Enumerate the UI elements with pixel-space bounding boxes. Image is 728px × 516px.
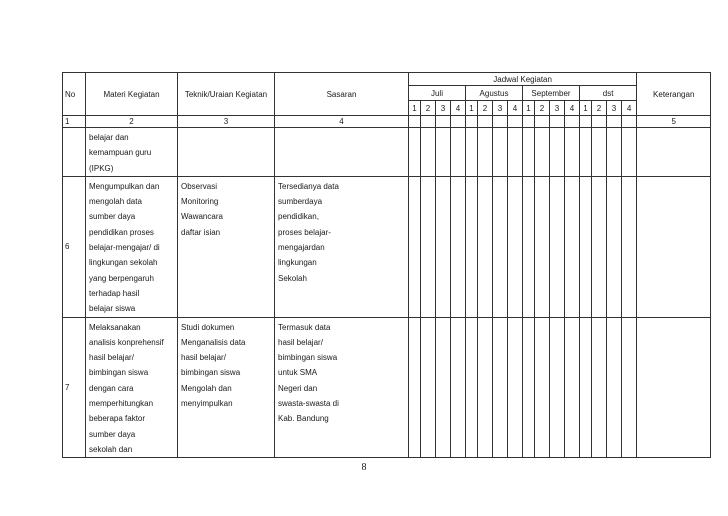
materi-line: hasil belajar/ xyxy=(89,353,134,363)
header-month-agustus: Agustus xyxy=(466,86,523,101)
header-no: No xyxy=(63,73,86,116)
cell-materi xyxy=(86,128,178,177)
cell-keterangan xyxy=(637,317,711,458)
schedule-cell xyxy=(607,317,622,458)
schedule-cell xyxy=(622,128,637,177)
table-row xyxy=(63,128,711,177)
sasaran-line: Kab. Bandung xyxy=(278,414,329,424)
header-week-2-1: 1 xyxy=(466,101,478,116)
materi-line: kemampuan guru xyxy=(89,148,152,158)
header-jadwal-kegiatan: Jadwal Kegiatan xyxy=(409,73,637,86)
week-cell xyxy=(535,116,550,128)
materi-line: pendidikan proses xyxy=(89,227,154,237)
sasaran-line: Sekolah xyxy=(278,273,307,283)
header-week-4-4: 4 xyxy=(622,101,637,116)
week-cell xyxy=(436,116,451,128)
teknik-line: Observasi xyxy=(181,181,218,191)
teknik-line: Studi dokumen xyxy=(181,322,235,332)
week-cell xyxy=(550,116,565,128)
materi-line: belajar dan xyxy=(89,133,129,142)
schedule-cell xyxy=(493,317,508,458)
header-week-2-2: 2 xyxy=(478,101,493,116)
schedule-cell xyxy=(565,128,580,177)
materi-line: belajar-mengajar/ di xyxy=(89,243,160,253)
header-week-1-4: 4 xyxy=(451,101,466,116)
schedule-cell xyxy=(421,317,436,458)
sasaran-line: Termasuk data xyxy=(278,322,331,332)
teknik-line: menyimpulkan xyxy=(181,399,233,409)
week-cell xyxy=(565,116,580,128)
sasaran-line: proses belajar- xyxy=(278,227,331,237)
week-cell xyxy=(523,116,535,128)
schedule-cell xyxy=(508,317,523,458)
schedule-cell xyxy=(508,128,523,177)
materi-line: mengolah data xyxy=(89,197,142,207)
schedule-cell xyxy=(409,128,421,177)
schedule-cell xyxy=(622,176,637,317)
header-week-2-4: 4 xyxy=(508,101,523,116)
header-week-3-3: 3 xyxy=(550,101,565,116)
materi-line: sekolah dan xyxy=(89,444,133,454)
week-cell xyxy=(508,116,523,128)
schedule-cell xyxy=(478,317,493,458)
header-teknik-uraian: Teknik/Uraian Kegiatan xyxy=(178,73,275,116)
week-cell xyxy=(580,116,592,128)
sasaran-line: Negeri dan xyxy=(278,383,318,393)
header-week-1-2: 2 xyxy=(421,101,436,116)
schedule-cell xyxy=(523,317,535,458)
sasaran-line: untuk SMA xyxy=(278,368,318,378)
header-week-4-3: 3 xyxy=(607,101,622,116)
schedule-cell xyxy=(478,128,493,177)
schedule-cell xyxy=(478,176,493,317)
teknik-line: bimbingan siswa xyxy=(181,368,241,378)
schedule-cell xyxy=(565,317,580,458)
teknik-line: Mengolah dan xyxy=(181,383,232,393)
schedule-cell xyxy=(592,176,607,317)
header-month-dst: dst xyxy=(580,86,637,101)
week-cell xyxy=(421,116,436,128)
schedule-cell xyxy=(466,176,478,317)
week-cell xyxy=(466,116,478,128)
materi-line: (IPKG) xyxy=(89,163,114,173)
row-number: 7 xyxy=(63,317,86,458)
schedule-cell xyxy=(523,176,535,317)
sasaran-line: bimbingan siswa xyxy=(278,353,338,363)
header-sasaran: Sasaran xyxy=(275,73,409,116)
schedule-cell xyxy=(493,128,508,177)
schedule-cell xyxy=(421,176,436,317)
schedule-cell xyxy=(523,128,535,177)
header-week-1-1: 1 xyxy=(409,101,421,116)
sasaran-line: swasta-swasta di xyxy=(278,399,339,409)
header-materi-kegiatan: Materi Kegiatan xyxy=(86,73,178,116)
materi-line: beberapa faktor xyxy=(89,414,146,424)
column-number-row xyxy=(63,116,711,128)
schedule-cell xyxy=(565,176,580,317)
cell-sasaran xyxy=(275,128,409,177)
cell-teknik xyxy=(178,128,275,177)
week-cell xyxy=(592,116,607,128)
schedule-cell xyxy=(421,128,436,177)
colnum-2: 2 xyxy=(86,116,178,128)
schedule-cell xyxy=(550,317,565,458)
schedule-cell xyxy=(409,176,421,317)
cell-materi xyxy=(86,317,178,458)
materi-line: terhadap hasil xyxy=(89,288,140,298)
schedule-cell xyxy=(550,176,565,317)
materi-line: Melaksanakan xyxy=(89,322,141,332)
colnum-3: 3 xyxy=(178,116,275,128)
schedule-cell xyxy=(436,128,451,177)
sasaran-line: mengajardan xyxy=(278,243,325,253)
week-cell xyxy=(607,116,622,128)
materi-line: bimbingan siswa xyxy=(89,368,149,378)
schedule-cell xyxy=(451,317,466,458)
cell-sasaran xyxy=(275,317,409,458)
materi-line: lingkungan sekolah xyxy=(89,258,158,268)
cell-keterangan xyxy=(637,176,711,317)
materi-line: sumber daya xyxy=(89,429,136,439)
schedule-cell xyxy=(607,128,622,177)
week-cell xyxy=(409,116,421,128)
sasaran-line: pendidikan, xyxy=(278,212,319,222)
table-row xyxy=(63,317,711,458)
teknik-line: Menganalisis data xyxy=(181,337,246,347)
schedule-cell xyxy=(607,176,622,317)
teknik-line: daftar isian xyxy=(181,227,221,237)
sasaran-line: lingkungan xyxy=(278,258,317,268)
header-week-1-3: 3 xyxy=(436,101,451,116)
materi-line: belajar siswa xyxy=(89,304,136,314)
materi-line: sumber daya xyxy=(89,212,136,222)
schedule-cell xyxy=(580,176,592,317)
teknik-line: hasil belajar/ xyxy=(181,353,226,363)
schedule-cell xyxy=(466,317,478,458)
schedule-cell xyxy=(451,128,466,177)
schedule-cell xyxy=(409,317,421,458)
page-number: 8 xyxy=(361,462,367,473)
sasaran-line: sumberdaya xyxy=(278,197,323,207)
materi-line: dengan cara xyxy=(89,383,134,393)
cell-teknik xyxy=(178,176,275,317)
sasaran-line: Tersedianya data xyxy=(278,181,339,191)
materi-line: yang berpengaruh xyxy=(89,273,154,283)
week-cell xyxy=(451,116,466,128)
header-week-2-3: 3 xyxy=(493,101,508,116)
schedule-cell xyxy=(451,176,466,317)
header-month-juli: Juli xyxy=(409,86,466,101)
cell-keterangan xyxy=(637,128,711,177)
schedule-cell xyxy=(436,176,451,317)
schedule-cell xyxy=(550,128,565,177)
teknik-line: Wawancara xyxy=(181,212,223,222)
header-keterangan: Keterangan xyxy=(637,73,711,116)
schedule-cell xyxy=(535,176,550,317)
header-week-3-4: 4 xyxy=(565,101,580,116)
schedule-cell xyxy=(493,176,508,317)
materi-line: Mengumpulkan dan xyxy=(89,181,160,191)
week-cell xyxy=(622,116,637,128)
schedule-cell xyxy=(580,317,592,458)
schedule-cell xyxy=(592,128,607,177)
header-week-4-2: 2 xyxy=(592,101,607,116)
sasaran-line: hasil belajar/ xyxy=(278,337,323,347)
cell-materi xyxy=(86,176,178,317)
schedule-cell xyxy=(622,317,637,458)
schedule-cell xyxy=(508,176,523,317)
colnum-5: 5 xyxy=(637,116,711,128)
materi-line: memperhitungkan xyxy=(89,399,154,409)
schedule-cell xyxy=(466,128,478,177)
colnum-4: 4 xyxy=(275,116,409,128)
row-number xyxy=(63,128,86,177)
header-month-september: September xyxy=(523,86,580,101)
materi-line: analisis konprehensif xyxy=(89,337,164,347)
schedule-cell xyxy=(580,128,592,177)
row-number: 6 xyxy=(63,176,86,317)
schedule-cell xyxy=(535,317,550,458)
cell-sasaran xyxy=(275,176,409,317)
week-cell xyxy=(493,116,508,128)
cell-teknik xyxy=(178,317,275,458)
schedule-cell xyxy=(535,128,550,177)
schedule-cell xyxy=(436,317,451,458)
schedule-table xyxy=(62,72,711,458)
header-week-3-1: 1 xyxy=(523,101,535,116)
header-week-3-2: 2 xyxy=(535,101,550,116)
colnum-1: 1 xyxy=(63,116,86,128)
teknik-line: Monitoring xyxy=(181,197,219,207)
schedule-cell xyxy=(592,317,607,458)
table-row xyxy=(63,176,711,317)
week-cell xyxy=(478,116,493,128)
header-week-4-1: 1 xyxy=(580,101,592,116)
